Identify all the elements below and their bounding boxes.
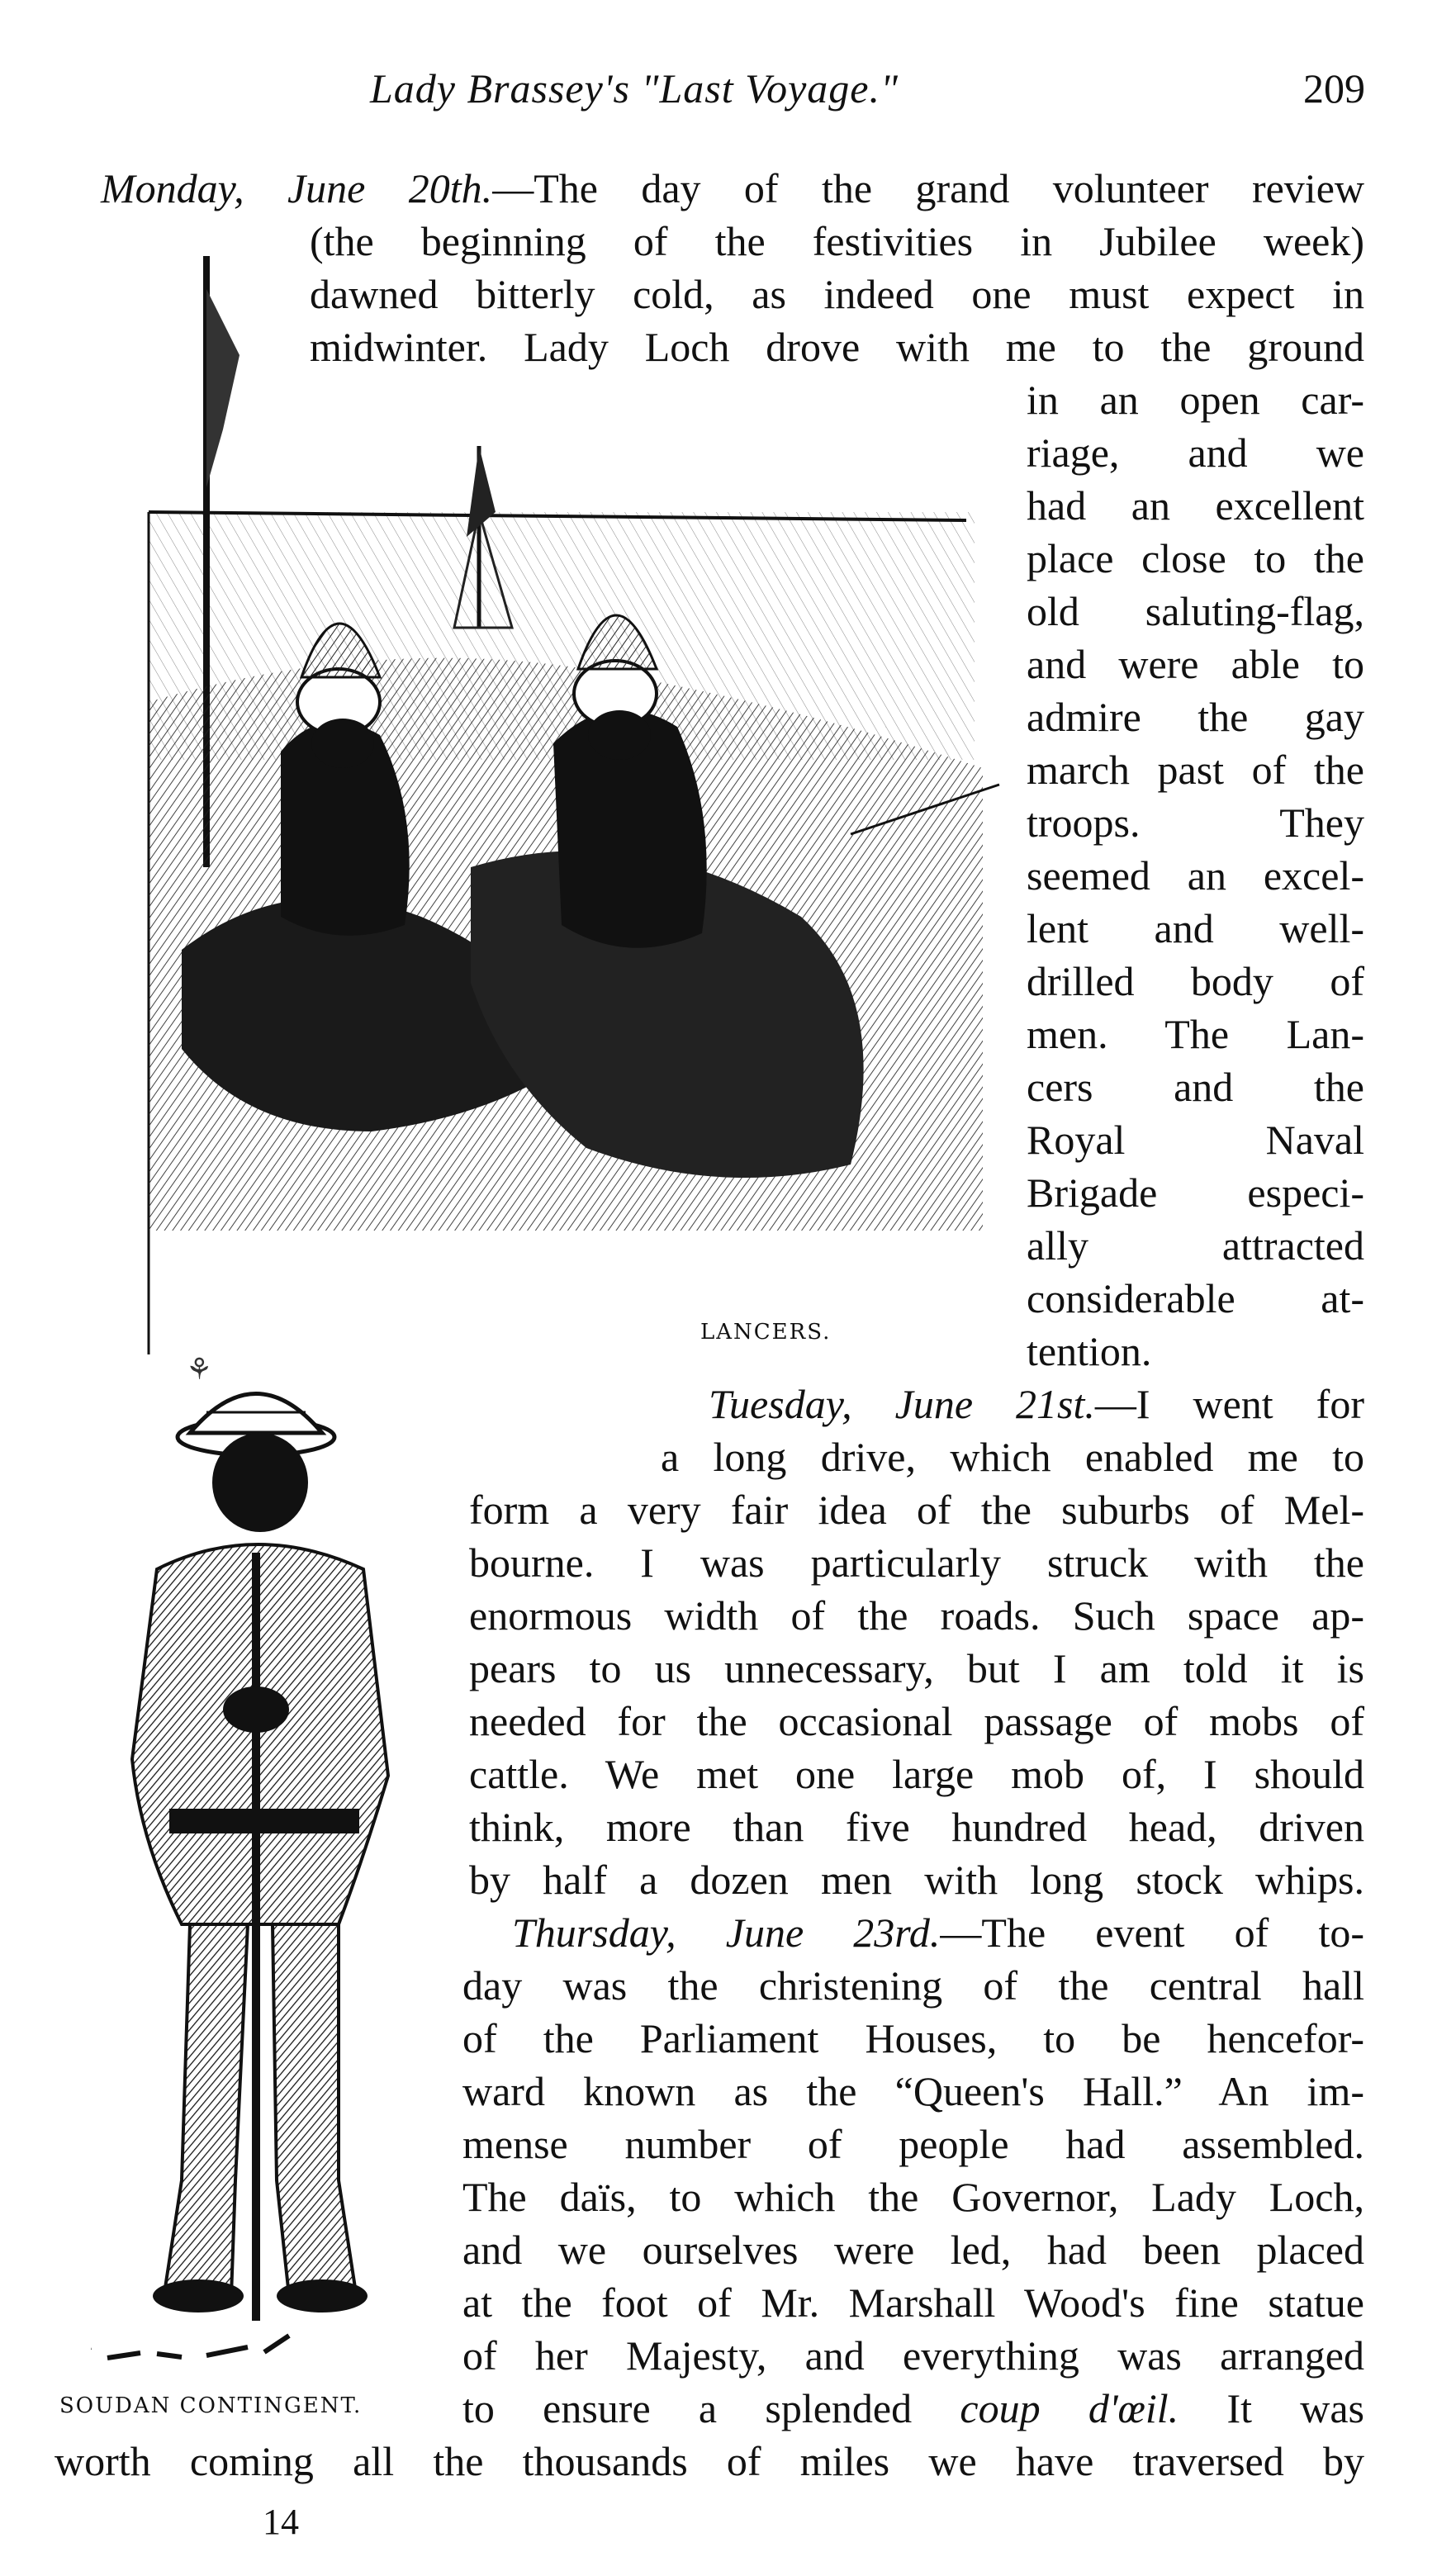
text-line: in an open car- — [1027, 377, 1364, 423]
text-line: and were able to — [1027, 641, 1364, 687]
lancers-engraving — [124, 240, 1016, 1354]
text-line — [512, 1906, 1364, 1959]
text-line — [101, 162, 1364, 215]
text-line: troops. They — [1027, 799, 1364, 846]
line-text: to ensure a splended — [462, 2385, 913, 2431]
text-line: bourne. I was particularly struck with the — [469, 1539, 1364, 1586]
text-line: Brigade especi- — [1027, 1169, 1364, 1216]
text-line: think, more than five hundred head, driven — [469, 1804, 1364, 1850]
lancers-caption: LANCERS. — [700, 1320, 832, 1345]
soudan-soldier-engraving — [91, 1346, 421, 2370]
text-line — [462, 2382, 1364, 2435]
text-line: men. The Lan- — [1027, 1011, 1364, 1057]
text-line: worth coming all the thousands of miles we have traversed by — [55, 2438, 1364, 2484]
text-line: The daïs, to which the Governor, Lady Loch, — [462, 2174, 1364, 2220]
text-line: considerable at- — [1027, 1275, 1364, 1321]
text-line: mense number of people had assembled. — [462, 2121, 1364, 2167]
text-line: by half a dozen men with long stock whips. — [469, 1857, 1364, 1903]
text-line: and we ourselves were led, had been placed — [462, 2227, 1364, 2273]
running-title: Lady Brassey's "Last Voyage." — [370, 65, 899, 111]
text-line: dawned bitterly cold, as indeed one must expect in — [310, 271, 1364, 317]
lancers-illustration — [124, 240, 1016, 1354]
text-line: a long drive, which enabled me to — [661, 1434, 1364, 1480]
soudan-soldier-illustration — [91, 1346, 421, 2370]
text-line: enormous width of the roads. Such space ap- — [469, 1592, 1364, 1639]
text-line: admire the gay — [1027, 694, 1364, 740]
text-line: riage, and we — [1027, 429, 1364, 476]
text-line: lent and well- — [1027, 905, 1364, 951]
text-line: form a very fair idea of the suburbs of Mel- — [469, 1487, 1364, 1533]
text-line: old saluting-flag, — [1027, 588, 1364, 634]
line-text: It was — [1226, 2385, 1365, 2431]
line-text: —The event of to- — [940, 1909, 1364, 1956]
signature-mark: 14 — [263, 2502, 299, 2542]
text-line: drilled body of — [1027, 958, 1364, 1004]
soudan-caption: SOUDAN CONTINGENT. — [59, 2393, 363, 2418]
text-line: place close to the — [1027, 535, 1364, 581]
entry-date: Monday, June 20th. — [101, 165, 493, 211]
text-line: had an excellent — [1027, 482, 1364, 529]
text-line: at the foot of Mr. Marshall Wood's fine statue — [462, 2279, 1364, 2326]
text-line: of her Majesty, and everything was arranged — [462, 2332, 1364, 2379]
text-line: of the Parliament Houses, to be hencefor- — [462, 2015, 1364, 2061]
text-line: pears to us unnecessary, but I am told it is — [469, 1645, 1364, 1691]
text-line — [709, 1378, 1364, 1430]
text-line: needed for the occasional passage of mobs of — [469, 1698, 1364, 1744]
line-text: —The day of the grand volunteer review — [492, 165, 1364, 211]
running-header — [0, 64, 1456, 130]
text-line: (the beginning of the festivities in Jubilee week) — [310, 218, 1364, 264]
text-line: ally attracted — [1027, 1222, 1364, 1269]
page-number: 209 — [1303, 65, 1365, 111]
entry-date: Tuesday, June 21st. — [709, 1381, 1095, 1427]
line-text: —I went for — [1094, 1381, 1364, 1427]
italic-phrase: coup d'œil. — [960, 2385, 1179, 2431]
text-line: tention. — [1027, 1328, 1152, 1374]
text-line: ward known as the “Queen's Hall.” An im- — [462, 2068, 1364, 2114]
text-line: cers and the — [1027, 1064, 1364, 1110]
text-line: seemed an excel- — [1027, 852, 1364, 899]
entry-date: Thursday, June 23rd. — [512, 1909, 941, 1956]
text-line: cattle. We met one large mob of, I should — [469, 1751, 1364, 1797]
text-line: Royal Naval — [1027, 1117, 1364, 1163]
svg-text:⚘: ⚘ — [186, 1353, 213, 1387]
text-line: day was the christening of the central hall — [462, 1962, 1364, 2009]
text-line: march past of the — [1027, 747, 1364, 793]
text-line: midwinter. Lady Loch drove with me to the ground — [310, 324, 1364, 370]
